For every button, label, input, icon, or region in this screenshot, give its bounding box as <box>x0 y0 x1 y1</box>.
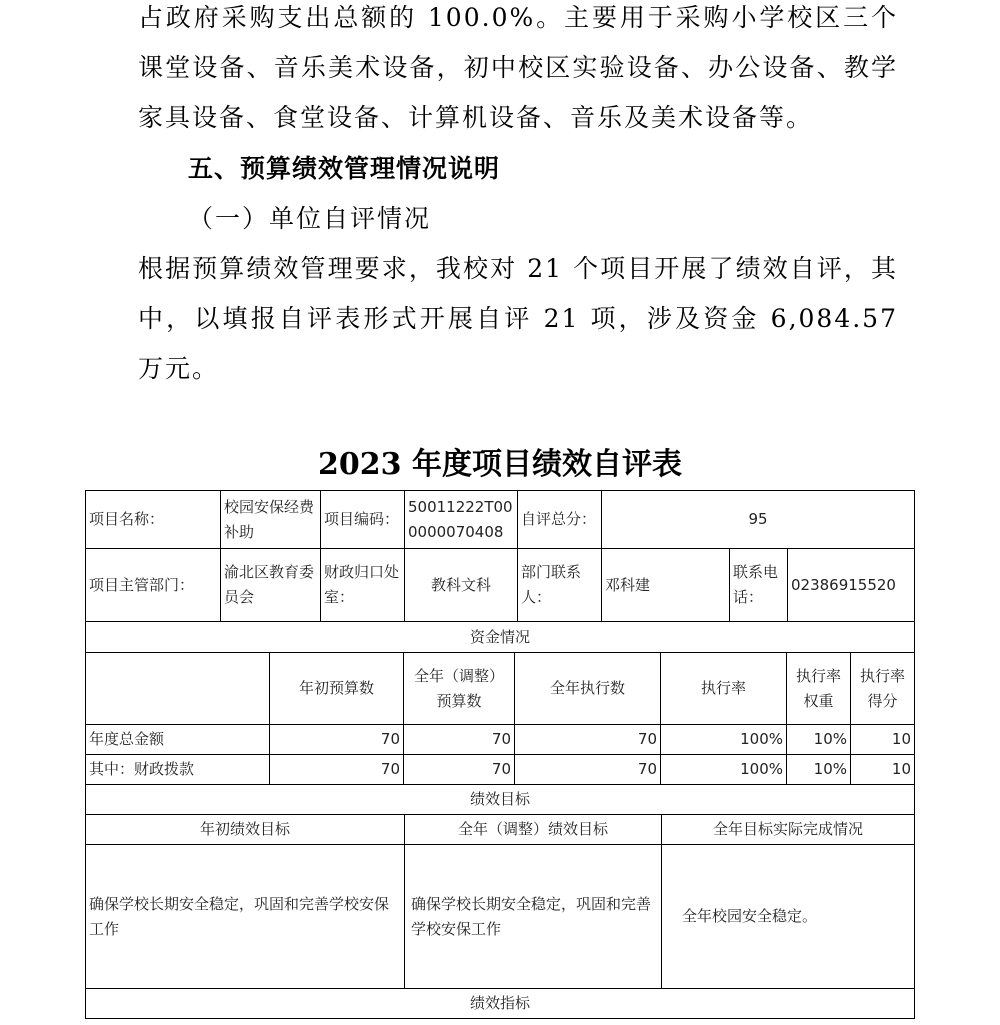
funds-cell: 70 <box>404 725 515 755</box>
self-score-label: 自评总分： <box>518 491 602 549</box>
contact-person-value: 邓科建 <box>602 549 730 622</box>
funds-section-header: 资金情况 <box>86 622 915 653</box>
finance-office-value: 教科文科 <box>405 549 518 622</box>
funds-cell: 70 <box>270 755 404 785</box>
goals-section-header: 绩效目标 <box>86 785 915 815</box>
phone-value: 02386915520 <box>788 549 915 622</box>
indicators-section-header: 绩效指标 <box>86 989 915 1019</box>
funds-cell: 100% <box>661 725 787 755</box>
project-name-label: 项目名称： <box>86 491 221 549</box>
project-name-value: 校园安保经费补助 <box>221 491 321 549</box>
goals-header-actual: 全年目标实际完成情况 <box>662 815 915 845</box>
department-value: 渝北区教育委员会 <box>221 549 321 622</box>
table-title: 2023 年度项目绩效自评表 <box>318 447 682 482</box>
project-code-value: 50011222T000000070408 <box>405 491 518 549</box>
funds-cell: 70 <box>270 725 404 755</box>
project-info-table <box>85 490 915 653</box>
funds-header-executed: 全年执行数 <box>515 653 661 725</box>
goals-header-adjusted: 全年（调整）绩效目标 <box>405 815 662 845</box>
contact-person-label: 部门联系人： <box>518 549 602 622</box>
self-score-value: 95 <box>602 491 915 549</box>
goal-adjusted-text: 确保学校长期安全稳定，巩固和完善学校安保工作 <box>405 845 662 989</box>
funds-header-blank <box>86 653 270 725</box>
funds-header-score: 执行率得分 <box>851 653 915 725</box>
funds-header-weight: 执行率权重 <box>787 653 851 725</box>
goal-actual-text: 全年校园安全稳定。 <box>662 845 915 989</box>
goal-initial-text: 确保学校长期安全稳定，巩固和完善学校安保工作 <box>86 845 405 989</box>
funds-table <box>85 652 915 785</box>
table-row <box>86 725 915 755</box>
funds-cell: 70 <box>515 755 661 785</box>
section-heading-budget-performance: 五、预算绩效管理情况说明 <box>188 154 501 183</box>
funds-row-label: 其中：财政拨款 <box>86 755 270 785</box>
funds-cell: 70 <box>404 755 515 785</box>
funds-cell: 10 <box>851 755 915 785</box>
goals-header-initial: 年初绩效目标 <box>86 815 405 845</box>
funds-cell: 100% <box>661 755 787 785</box>
department-label: 项目主管部门： <box>86 549 221 622</box>
funds-header-adjusted-budget: 全年（调整）预算数 <box>404 653 515 725</box>
funds-header-initial-budget: 年初预算数 <box>270 653 404 725</box>
phone-label: 联系电话： <box>730 549 788 622</box>
goals-table <box>85 784 915 1019</box>
project-code-label: 项目编码： <box>321 491 405 549</box>
sub-heading-self-evaluation: （一）单位自评情况 <box>188 204 432 233</box>
intro-paragraph-self-evaluation: 根据预算绩效管理要求，我校对 21 个项目开展了绩效自评，其中，以填报自评表形式开展自评 21 项，涉及资金 6,084.57 万元。 <box>138 254 898 383</box>
funds-header-rate: 执行率 <box>661 653 787 725</box>
finance-office-label: 财政归口处室： <box>321 549 405 622</box>
funds-cell: 70 <box>515 725 661 755</box>
funds-cell: 10% <box>787 755 851 785</box>
funds-cell: 10% <box>787 725 851 755</box>
funds-row-label: 年度总金额 <box>86 725 270 755</box>
table-row <box>86 755 915 785</box>
intro-paragraph-procurement: 占政府采购支出总额的 100.0%。主要用于采购小学校区三个课堂设备、音乐美术设备，初中校区实验设备、办公设备、教学家具设备、食堂设备、计算机设备、音乐及美术设备等。 <box>138 3 898 132</box>
funds-cell: 10 <box>851 725 915 755</box>
